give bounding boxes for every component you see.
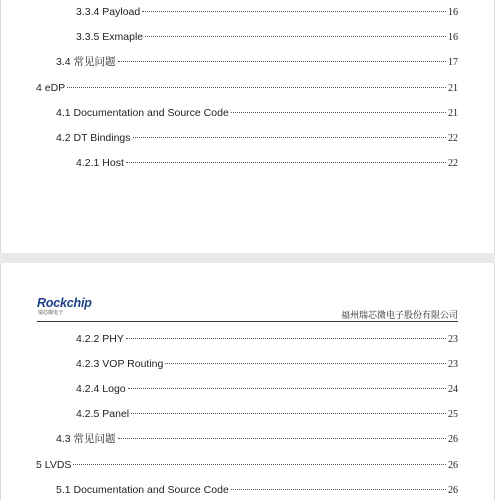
toc-entry-4-1[interactable] [56,106,458,121]
toc-entry-page: 23 [448,334,458,345]
toc-entry-label: 4.2.1 Host [76,157,124,169]
document-page-2 [0,263,495,500]
toc-entry-page: 22 [448,133,458,144]
dot-leader [142,11,446,12]
toc-entry-label: 4.3 常见问题 [56,433,116,445]
toc-entry-4[interactable] [36,81,458,96]
toc-entry-label: 4.2 DT Bindings [56,132,131,144]
dot-leader [145,36,446,37]
dot-leader [118,438,446,439]
dot-leader [118,61,446,62]
toc-entry-5[interactable] [36,458,458,473]
toc-entry-label: 4.2.2 PHY [76,333,124,345]
toc-entry-page: 26 [448,434,458,445]
toc-entry-label: 4.2.4 Logo [76,383,126,395]
dot-leader [126,162,446,163]
toc-entry-4-2-4[interactable] [76,382,458,397]
toc-entry-label: 4.2.3 VOP Routing [76,358,164,370]
header-company-name: 福州瑞芯微电子股份有限公司 [340,311,458,321]
toc-entry-page: 21 [448,108,458,119]
toc-entry-label: 3.4 常见问题 [56,56,116,68]
toc-entry-3-4[interactable] [56,55,458,70]
dot-leader [165,363,446,364]
toc-entry-4-2[interactable] [56,131,458,146]
toc-entry-page: 25 [448,409,458,420]
toc-entry-4-2-1[interactable] [76,156,458,171]
toc-entry-3-3-5[interactable] [76,30,458,45]
toc-entry-page: 23 [448,359,458,370]
toc-entry-page: 24 [448,384,458,395]
dot-leader [231,489,446,490]
toc-entry-label: 3.3.5 Exmaple [76,31,144,43]
toc-entry-page: 26 [448,485,458,496]
toc-entry-page: 17 [448,57,458,68]
toc-entry-label: 4.2.5 Panel [76,408,130,420]
toc-entry-page: 16 [448,7,458,18]
toc-entry-page: 16 [448,32,458,43]
dot-leader [133,137,446,138]
toc-entry-page: 26 [448,460,458,471]
toc-entry-4-2-5[interactable] [76,407,458,422]
toc-entry-label: 4.1 Documentation and Source Code [56,107,229,119]
toc-entry-page: 22 [448,158,458,169]
toc-entry-label: 5.1 Documentation and Source Code [56,484,229,496]
toc-entry-4-2-3[interactable] [76,357,458,372]
toc-entry-4-3[interactable] [56,432,458,447]
dot-leader [126,338,446,339]
toc-entry-5-1[interactable] [56,483,458,498]
toc-entry-label: 5 LVDS [36,459,72,471]
dot-leader [131,413,446,414]
header-divider [37,321,458,322]
dot-leader [231,112,446,113]
rockchip-logo [37,297,97,321]
toc-entry-3-3-4[interactable] [76,5,458,20]
dot-leader [128,388,446,389]
logo-wordmark: Rockchip [37,296,92,310]
dot-leader [73,464,446,465]
dot-leader [67,87,446,88]
toc-entry-page: 21 [448,83,458,94]
toc-entry-label: 4 eDP [36,82,66,94]
logo-subtext: 瑞芯微电子 [38,310,64,316]
toc-entry-4-2-2[interactable] [76,332,458,347]
toc-entry-label: 3.3.4 Payload [76,6,141,18]
